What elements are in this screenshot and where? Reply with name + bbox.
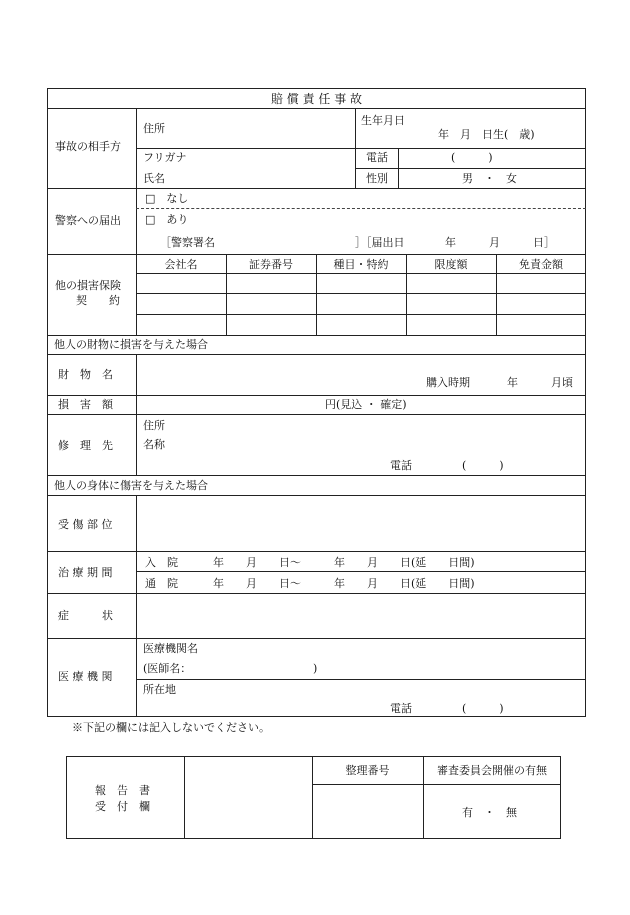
repair-name-label: 名称	[143, 438, 165, 451]
divider	[47, 354, 586, 355]
divider	[47, 414, 586, 415]
birthdate-label: 生年月日	[361, 114, 405, 127]
reference-number-label: 整理番号	[345, 764, 390, 777]
divider	[47, 188, 586, 189]
divider	[47, 108, 586, 109]
reception-label-2: 受 付 欄	[95, 800, 150, 813]
damage-amount-field[interactable]: 円(見込 ・ 確定)	[325, 398, 407, 411]
form-title: 賠 償 責 任 事 故	[270, 92, 363, 106]
committee-label: 審査委員会開催の有無	[437, 764, 547, 777]
filed-date-field[interactable]: 年 月 日］	[445, 236, 555, 249]
injury-section-title: 他人の身体に傷害を与えた場合	[54, 479, 208, 492]
insurance-col-type: 種目・特約	[333, 258, 389, 271]
divider	[312, 784, 561, 785]
divider	[136, 314, 586, 315]
divider	[47, 475, 586, 476]
location-label: 所在地	[143, 683, 176, 696]
medical-institution-label: 医 療 機 関	[58, 670, 113, 683]
name-label: 氏名	[143, 172, 165, 185]
divider	[136, 108, 137, 335]
insurance-col-limit: 限度額	[434, 258, 468, 271]
divider	[47, 495, 586, 496]
injured-part-label: 受 傷 部 位	[58, 518, 113, 531]
institution-phone-field[interactable]: ( )	[462, 702, 504, 715]
filed-date-label: ］［届出日	[355, 236, 405, 249]
note-text: ※下記の欄には記入しないでください。	[72, 721, 270, 734]
treatment-period-label: 治 療 期 間	[58, 566, 113, 579]
outpatient-period-field[interactable]: 年 月 日～ 年 月 日(延 日間)	[213, 577, 475, 590]
repair-phone-field[interactable]: ( )	[462, 459, 504, 472]
divider	[47, 638, 586, 639]
divider	[136, 148, 586, 149]
phone-label: 電話	[366, 151, 388, 164]
gender-label: 性別	[366, 172, 388, 185]
opponent-label: 事故の相手方	[55, 140, 121, 153]
inpatient-label: 入 院	[145, 556, 178, 569]
institution-phone-label: 電話	[390, 702, 412, 715]
phone-field[interactable]: ( )	[451, 151, 493, 164]
symptoms-label: 症 状	[58, 609, 113, 622]
birthdate-field[interactable]: 年 月 日生( 歳)	[438, 128, 535, 141]
divider	[136, 273, 586, 274]
divider	[136, 679, 586, 680]
repair-address-label: 住所	[143, 419, 165, 432]
divider	[47, 335, 586, 336]
divider	[136, 208, 586, 209]
insurance-label: 他の損害保険	[55, 279, 121, 292]
gender-field[interactable]: 男 ・ 女	[462, 172, 517, 185]
divider	[47, 395, 586, 396]
insurance-col-deductible: 免責金額	[519, 258, 563, 271]
property-name-label: 財 物 名	[58, 368, 113, 381]
police-yes-checkbox[interactable]: □ あり	[145, 213, 189, 226]
property-section-title: 他人の財物に損害を与えた場合	[54, 338, 208, 351]
furigana-label: フリガナ	[143, 151, 187, 164]
committee-options[interactable]: 有 ・ 無	[462, 806, 517, 819]
police-station-label: ［警察署名	[160, 236, 215, 249]
divider	[47, 593, 586, 594]
purchase-period-label: 購入時期	[426, 376, 470, 389]
police-label: 警察への届出	[55, 214, 121, 227]
repair-shop-label: 修 理 先	[58, 439, 113, 452]
divider	[136, 293, 586, 294]
damage-amount-label: 損 害 額	[58, 398, 113, 411]
divider	[184, 756, 185, 839]
reception-label: 報 告 書	[95, 784, 150, 797]
doctor-name-label: (医師名：	[143, 662, 192, 675]
divider	[316, 254, 317, 335]
divider	[136, 495, 137, 717]
purchase-period-field[interactable]: 年 月頃	[507, 376, 573, 389]
police-none-checkbox[interactable]: □ なし	[145, 192, 189, 205]
repair-phone-label: 電話	[390, 459, 412, 472]
divider	[496, 254, 497, 335]
insurance-label-2: 契 約	[76, 294, 120, 307]
divider	[136, 571, 586, 572]
insurance-col-company: 会社名	[164, 258, 198, 271]
inpatient-period-field[interactable]: 年 月 日～ 年 月 日(延 日間)	[213, 556, 475, 569]
doctor-name-close: )	[313, 662, 318, 675]
outpatient-label: 通 院	[145, 577, 178, 590]
divider	[406, 254, 407, 335]
divider	[226, 254, 227, 335]
institution-name-label: 医療機関名	[143, 642, 198, 655]
divider	[47, 551, 586, 552]
address-label: 住所	[143, 122, 165, 135]
insurance-col-policy-number: 証券番号	[249, 258, 293, 271]
divider	[355, 168, 586, 169]
